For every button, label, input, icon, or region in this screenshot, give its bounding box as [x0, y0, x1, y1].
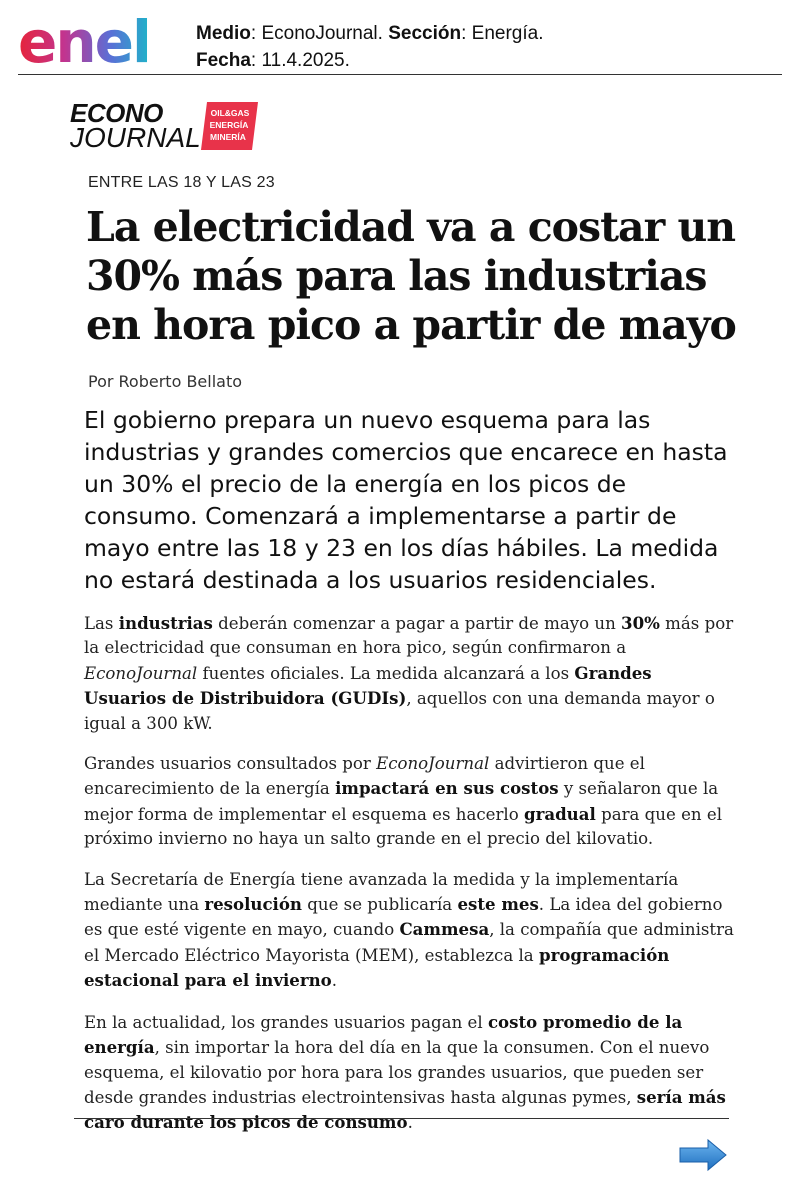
text-run: .: [331, 971, 337, 991]
text-run: Las: [84, 614, 119, 633]
bold-run: 30%: [621, 613, 660, 633]
bold-run: sería más caro durante los picos de consumo: [84, 1086, 726, 1133]
bold-run: industrias: [118, 613, 213, 633]
text-run: deberán comenzar a pagar a partir de mayo un: [212, 614, 622, 633]
text-run: En la actualidad, los grandes usuarios pagan el: [84, 1012, 488, 1032]
medio-label: Medio: [196, 23, 251, 44]
text-run: . La idea del gobierno es que esté vigente en mayo, cuando: [84, 895, 723, 940]
article-headline: La electricidad va a costar un 30% más para las industrias en hora pico a partir de mayo: [86, 203, 736, 349]
paragraph-1: [84, 611, 734, 736]
medio-line: Medio: EconoJournal. Sección: Energía.: [196, 23, 544, 44]
bold-run: Grandes Usuarios de Distribuidora (GUDIs): [84, 662, 652, 709]
bold-run: programación estacional para el invierno: [84, 944, 670, 991]
article-body: [84, 611, 734, 1152]
text-run: La Secretaría de Energía tiene avanzada la medida y la implementaría mediante una: [84, 869, 679, 915]
document-header: [18, 8, 782, 75]
italic-run: EconoJournal: [376, 754, 490, 774]
bold-run: gradual: [523, 803, 596, 824]
bold-run: Cammesa: [399, 919, 490, 940]
econojournal-logo: [70, 100, 270, 156]
text-run: , la compañía que administra el Mercado Eléctrico Mayorista (MEM), establezca la: [84, 920, 734, 965]
seccion-value: Energía: [471, 23, 539, 44]
article-byline: Por Roberto Bellato: [88, 372, 243, 391]
medio-value: EconoJournal: [261, 23, 378, 44]
footer-divider: [74, 1118, 729, 1119]
badge-line-3: MINERÍA: [210, 132, 246, 142]
text-run: , aquellos con una demanda mayor o igual a 300 kW.: [84, 689, 715, 733]
seccion-label: Sección: [388, 23, 462, 44]
text-run: advirtieron que el encarecimiento de la energía: [84, 754, 645, 799]
sector-badge: [201, 102, 258, 150]
fecha-line: Fecha: 11.4.2025.: [196, 50, 350, 71]
fecha-value: 11.4.2025: [261, 50, 345, 71]
text-run: fuentes oficiales. La medida alcanzará a los: [197, 663, 575, 683]
article-lead: El gobierno prepara un nuevo esquema para las industrias y grandes comercios que encarece en hasta un 30% el precio de la energía en los picos de consumo. Comenzará a implementarse a partir de mayo entre las 18 y 23 en los días hábiles. La medida no estará destinada a los usuarios residenciales.: [84, 406, 728, 594]
badge-line-1: OIL&GAS: [210, 108, 250, 118]
bold-run: este mes: [457, 894, 539, 915]
text-run: .: [407, 1113, 413, 1133]
bold-run: resolución: [204, 894, 302, 915]
arrow-right-icon[interactable]: [678, 1138, 728, 1172]
article-kicker: ENTRE LAS 18 Y LAS 23: [88, 174, 275, 191]
bold-run: impactará en sus costos: [335, 778, 559, 799]
enel-logo: [18, 8, 173, 70]
badge-line-2: ENERGÍA: [209, 120, 249, 130]
paragraph-2: [84, 752, 734, 852]
bold-run: costo promedio de la energía: [84, 1011, 683, 1058]
text-run: y señalaron que la mejor forma de implementar el esquema es hacerlo: [84, 779, 719, 824]
text-run: que se publicaría: [302, 895, 458, 915]
fecha-label: Fecha: [196, 50, 251, 71]
svg-text:enel: enel: [18, 8, 150, 70]
paragraph-3: [84, 868, 734, 994]
metadata-block: [196, 20, 543, 74]
text-run: más por la electricidad que consuman en hora pico, según confirmaron a: [84, 614, 734, 658]
italic-run: EconoJournal: [84, 663, 198, 683]
text-run: para que en el próximo invierno no haya un salto grande en el precio del kilovatio.: [84, 804, 723, 849]
text-run: , sin importar la hora del día en la que la consumen. Con el nuevo esquema, el kilovatio por hora para los grandes usuarios, que pueden ser desde grandes industrias electrointensivas hasta algunas pymes,: [84, 1038, 710, 1107]
brand-econo: ECONO: [70, 98, 163, 128]
brand-journal: JOURNAL: [70, 122, 201, 153]
paragraph-4: [84, 1010, 734, 1136]
text-run: Grandes usuarios consultados por: [84, 754, 377, 774]
